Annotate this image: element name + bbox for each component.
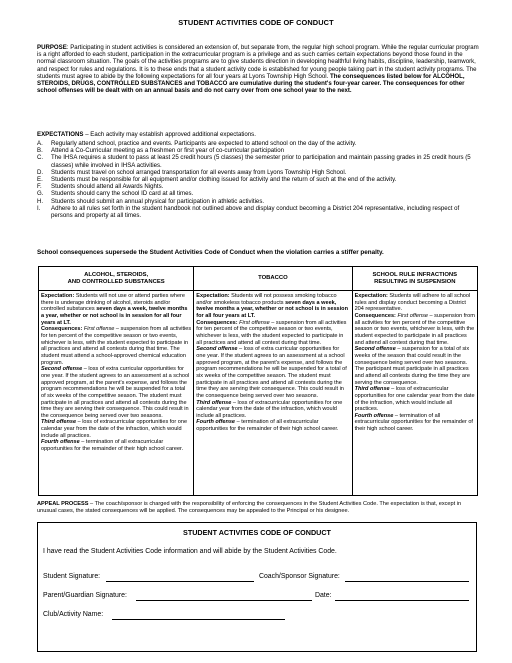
club-activity-line[interactable] <box>112 619 285 620</box>
column-heading-text: TOBACCO <box>258 275 288 282</box>
acknowledgement-intro: I have read the Student Activities Code information and will abide by the Student Activities Code. <box>43 548 337 555</box>
fourth-offense-label: Fourth offense <box>41 439 80 446</box>
column-heading <box>39 267 193 291</box>
expectation-label: Expectation: <box>354 293 388 299</box>
fourth-offense-label: Fourth offense <box>354 412 394 419</box>
document-title: STUDENT ACTIVITIES CODE OF CONDUCT <box>178 18 334 27</box>
date-line[interactable] <box>335 600 469 601</box>
list-item <box>37 183 481 190</box>
coach-signature-line[interactable] <box>345 581 469 582</box>
column-body <box>39 291 193 453</box>
expectation-bold: seven days a week, twelve months a year, whether or not school is in session for all four years at LT. <box>41 306 188 326</box>
item-text: Students must be responsible for all equipment and/or clothing issued for activity and the return of such at the end of the activity. <box>51 176 397 184</box>
fourth-offense-label: Fourth offense <box>196 419 236 426</box>
table-column-tobacco <box>194 267 352 495</box>
expectation-text: Students will not use or attend parties where there is underage drinking of alcohol, steroids and/or controlled substances <box>41 293 185 313</box>
list-item <box>37 176 481 183</box>
consequences-table <box>38 266 478 496</box>
parent-signature-line[interactable] <box>136 600 312 601</box>
item-letter: C. <box>37 154 44 162</box>
item-text: Students should attend all Awards Nights. <box>51 183 164 191</box>
acknowledgement-form <box>37 522 477 652</box>
parent-signature-label: Parent/Guardian Signature: <box>43 592 127 599</box>
fourth-offense-text: – termination of all extracurricular opportunities for the remainder of their high school career. <box>196 419 339 433</box>
item-letter: G. <box>37 190 44 198</box>
expectations-list <box>37 140 481 219</box>
item-text: Attend a Co-Curricular meeting as a freshmen or first year of co-curricular participation <box>51 147 285 155</box>
column-heading-text: SCHOOL RULE INFRACTIONS RESULTING IN SUSPENSION <box>372 271 458 285</box>
consequences-label: Consequences: <box>41 326 83 333</box>
second-offense-text: – loss of extra curricular opportunities for one year. If the student agrees to an assessment at a school approved program, at the parent's expense, and follows the program recommendations he will be suspended for a total of six weeks of the competitive season. The student must participate in all practices and attend all contests during the time they are serving their consequence. This could result in the consequence being served over two seasons. <box>41 366 190 419</box>
fourth-offense-text: – termination of all extracurricular opportunities for the remainder of their high school career. <box>41 439 184 453</box>
purpose-label: PURPOSE <box>37 44 67 51</box>
list-item <box>37 140 481 147</box>
purpose-section <box>37 44 481 94</box>
list-item <box>37 147 481 154</box>
signature-row-student <box>43 573 471 583</box>
item-text: Students should submit an annual physical for participation in athletic activities. <box>51 197 265 205</box>
date-label: Date: <box>315 592 332 599</box>
expectations-heading <box>37 131 481 138</box>
item-text: Adhere to all rules set forth in the student handbook not outlined above and display conduct becoming a District 204 representative, including respect of persons and property at all times. <box>51 204 460 220</box>
item-text: The IHSA requires a student to pass at least 25 credit hours (5 classes) the semester prior to participation and maintain passing grades in 25 credit hours (5 classes) while involved in IHSA activities. <box>51 154 471 169</box>
purpose-text: : Participating in student activities is considered an extension of, but separate from, the regular high school program. While the regular curricular program is a right afforded to each student, participation in the extracurricular program is a privilege and as such carries certain expectations beyond those found in the normal classroom situation. The goals of the activities programs are to give students direction in developing healthful living habits, discipline, leadership, teamwork, and respect for rules and regulations. It is to these ends that a student activity code is established for young people taking part in the student activity programs. The students must agree to abide by the following expectations for all four years at Lyons Township High School. <box>37 44 479 80</box>
consequences-label: Consequences: <box>196 319 238 326</box>
column-body <box>194 291 351 433</box>
fourth-offense-text: – termination of all extracurricular opportunities for the remainder of their high school career. <box>354 412 473 433</box>
item-letter: F. <box>37 183 42 191</box>
list-item <box>37 190 481 197</box>
table-column-school-rules <box>353 267 477 495</box>
list-item <box>37 169 481 176</box>
item-letter: A. <box>37 140 43 147</box>
second-offense-text: – loss of extra curricular opportunities for one year. If the student agrees to an assessment at a school approved program, at the parent's expense, and follows the program recommendations he will be suspended for a total of six weeks of the competitive season. The student must participate in all practices and attend all contests during the time they are serving their consequence. This could result in the consequence being served over two seasons. <box>196 346 347 399</box>
list-item <box>37 205 481 219</box>
first-offense-text: – suspension from all activities for ten percent of the competitive season or two events, whichever is less, with the student expected to participate in all practices and attend all contest during that time. <box>354 312 475 346</box>
first-offense-text: – suspension from all activities for ten percent of the competitive season or two events, whichever is less, with the student expected to participate in all practices and attend all contest during that time. <box>196 319 347 346</box>
second-offense-text: – suspension for a total of six weeks of the season that could result in the consequence being served over two seasons. The participant must participate in all practices and attend all contests during the time they are serving the consequence. <box>354 346 470 386</box>
column-body <box>353 291 477 433</box>
item-letter: E. <box>37 176 43 184</box>
purpose-bold-text: The consequences listed below for ALCOHOL, STEROIDS, DRUGS, CONTROLLED SUBSTANCES and TOBACCO are cumulative during the student's four-year career. The consequences for other school offenses will be dealt with on an annual basis and do not carry over from one school year to the next. <box>37 72 465 95</box>
column-heading-text: ALCOHOL, STEROIDS, AND CONTROLLED SUBSTANCES <box>67 271 165 285</box>
supersede-notice: School consequences supersede the Student Activities Code of Conduct when the violation carries a stiffer penalty. <box>37 249 384 256</box>
second-offense-label: Second offense <box>196 346 238 353</box>
item-letter: B. <box>37 147 43 155</box>
item-text: Students must travel on school arranged transportation for all events away from Lyons Township High School. <box>51 168 347 176</box>
consequences-label: Consequences: <box>354 312 396 319</box>
signature-row-club <box>43 611 471 621</box>
first-offense-label: First offense <box>83 326 115 333</box>
third-offense-label: Third offense <box>354 386 390 393</box>
third-offense-text: – loss of extracurricular opportunities for one calendar year from the date of the infraction, which would include all practices. <box>354 386 475 413</box>
table-column-alcohol <box>39 267 194 495</box>
expectation-text: Students will not possess smoking tobacco and/or smokeless tobacco products <box>196 293 337 306</box>
acknowledgement-title: STUDENT ACTIVITIES CODE OF CONDUCT <box>183 528 331 537</box>
first-offense-text: – suspension from all activities for ten percent of the competitive season or two events, whichever is less, with the student expected to participate in all practices and attend all contests during that time. The student must attend a school-approved chemical education program. <box>41 326 192 366</box>
expectations-label: EXPECTATIONS <box>37 131 84 138</box>
expectation-bold: seven days a week, twelve months a year, whether or not school is in session for all four years at LT. <box>196 299 348 319</box>
first-offense-label: First offense <box>397 312 428 319</box>
column-heading <box>194 267 351 291</box>
first-offense-label: First offense <box>239 319 270 326</box>
student-signature-line[interactable] <box>106 581 254 582</box>
coach-signature-label: Coach/Sponsor Signature: <box>259 573 340 580</box>
appeal-process <box>37 501 477 515</box>
expectation-label: Expectation: <box>196 293 230 299</box>
signature-row-parent <box>43 592 471 602</box>
second-offense-label: Second offense <box>41 366 83 373</box>
item-text: Regularly attend school, practice and events. Participants are expected to attend school on the day of the activity. <box>51 140 357 147</box>
expectation-label: Expectation: <box>41 293 75 299</box>
item-letter: I. <box>37 204 41 212</box>
third-offense-text: – loss of extracurricular opportunities for one calendar year from the date of the infraction, which would include all practices. <box>41 419 188 439</box>
item-letter: H. <box>37 197 44 205</box>
third-offense-label: Third offense <box>41 419 77 426</box>
appeal-text: – The coach/sponsor is charged with the responsibility of enforcing the consequences in the Student Activities Code. The expectation is that, except in unusual cases, the stated consequences will be applied. The consequences may be appealed to the Principal or his designee. <box>37 501 462 514</box>
appeal-label: APPEAL PROCESS <box>37 501 89 507</box>
third-offense-label: Third offense <box>196 399 232 406</box>
expectations-intro: – Each activity may establish approved additional expectations. <box>83 131 256 138</box>
club-activity-label: Club/Activity Name: <box>43 611 104 618</box>
list-item <box>37 154 481 168</box>
third-offense-text: – loss of extracurricular opportunities for one calendar year from the date of the infraction, which would include all practices. <box>196 399 343 419</box>
student-signature-label: Student Signature: <box>43 573 101 580</box>
item-text: Students should carry the school ID card at all times. <box>51 190 194 198</box>
second-offense-label: Second offense <box>354 346 396 353</box>
column-heading <box>353 267 477 291</box>
list-item <box>37 198 481 205</box>
item-letter: D. <box>37 168 44 176</box>
expectation-text: Students will adhere to all school rules and display conduct becoming a District 204 representative. <box>354 293 471 313</box>
